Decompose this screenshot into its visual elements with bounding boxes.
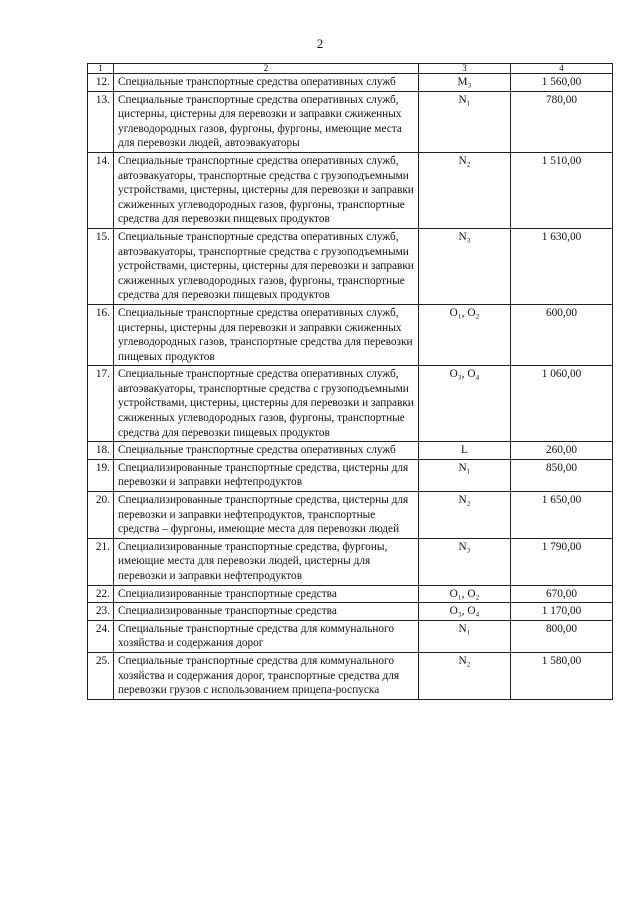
row-category: N₂ xyxy=(419,492,511,539)
header-col-2: 2 xyxy=(114,64,419,74)
row-description: Специальные транспортные средства для коммунального хозяйства и содержания дорог xyxy=(114,620,419,652)
row-category: N₁ xyxy=(419,620,511,652)
table-row xyxy=(88,74,613,92)
row-value: 1 510,00 xyxy=(511,152,613,228)
row-category: O₁, O₂ xyxy=(419,585,511,603)
row-number: 20. xyxy=(88,492,114,539)
table-row xyxy=(88,652,613,699)
row-number: 16. xyxy=(88,304,114,365)
row-number: 25. xyxy=(88,652,114,699)
table-row xyxy=(88,91,613,152)
table-header-row xyxy=(88,64,613,74)
row-description: Специальные транспортные средства оперативных служб, цистерны, цистерны для перевозки и заправки сжиженных углеводородных газов, фургоны, фургоны, имеющие места для перевозки людей, автоэвакуаторы xyxy=(114,91,419,152)
row-category: N₁ xyxy=(419,91,511,152)
table-row xyxy=(88,492,613,539)
row-number: 17. xyxy=(88,366,114,442)
row-category: O₁, O₂ xyxy=(419,304,511,365)
header-col-4: 4 xyxy=(511,64,613,74)
row-number: 13. xyxy=(88,91,114,152)
row-number: 21. xyxy=(88,538,114,585)
row-description: Специальные транспортные средства оперативных служб, цистерны, цистерны для перевозки и заправки сжиженных углеводородных газов, транспортные средства для перевозки пищевых продуктов xyxy=(114,304,419,365)
row-number: 24. xyxy=(88,620,114,652)
row-description: Специализированные транспортные средства xyxy=(114,603,419,621)
table-row xyxy=(88,538,613,585)
header-col-1: 1 xyxy=(88,64,114,74)
row-value: 1 560,00 xyxy=(511,74,613,92)
table-row xyxy=(88,620,613,652)
row-category: L xyxy=(419,442,511,460)
row-value: 780,00 xyxy=(511,91,613,152)
table-row xyxy=(88,366,613,442)
row-category: N₃ xyxy=(419,228,511,304)
row-category: M₃ xyxy=(419,74,511,92)
row-category: O₃, O₄ xyxy=(419,603,511,621)
row-description: Специализированные транспортные средства, цистерны для перевозки и заправки нефтепродуктов xyxy=(114,459,419,491)
row-number: 19. xyxy=(88,459,114,491)
row-number: 14. xyxy=(88,152,114,228)
row-value: 670,00 xyxy=(511,585,613,603)
tariff-table xyxy=(87,63,613,700)
row-description: Специальные транспортные средства оперативных служб xyxy=(114,442,419,460)
row-value: 1 060,00 xyxy=(511,366,613,442)
row-value: 1 790,00 xyxy=(511,538,613,585)
row-number: 22. xyxy=(88,585,114,603)
table-row xyxy=(88,304,613,365)
row-value: 1 650,00 xyxy=(511,492,613,539)
row-value: 1 580,00 xyxy=(511,652,613,699)
row-value: 800,00 xyxy=(511,620,613,652)
row-description: Специальные транспортные средства оперативных служб, автоэвакуаторы, транспортные средства с грузоподъемными устройствами, цистерны, цистерны для перевозки и заправки сжиженных углеводородных газов, фургоны, транспортные средства для перевозки пищевых продуктов xyxy=(114,228,419,304)
row-value: 1 170,00 xyxy=(511,603,613,621)
row-category: N₂ xyxy=(419,652,511,699)
table-row xyxy=(88,603,613,621)
row-description: Специальные транспортные средства оперативных служб xyxy=(114,74,419,92)
page-number: 2 xyxy=(316,36,324,51)
row-value: 600,00 xyxy=(511,304,613,365)
row-number: 23. xyxy=(88,603,114,621)
row-category: N₁ xyxy=(419,459,511,491)
table-row xyxy=(88,442,613,460)
row-value: 850,00 xyxy=(511,459,613,491)
row-description: Специализированные транспортные средства, фургоны, имеющие места для перевозки людей, цистерны для перевозки и заправки нефтепродуктов xyxy=(114,538,419,585)
row-category: N₂ xyxy=(419,152,511,228)
table-row xyxy=(88,152,613,228)
row-description: Специальные транспортные средства оперативных служб, автоэвакуаторы, транспортные средства с грузоподъемными устройствами, цистерны, цистерны для перевозки и заправки сжиженных углеводородных газов, фургоны, транспортные средства для перевозки пищевых продуктов xyxy=(114,152,419,228)
row-category: N₃ xyxy=(419,538,511,585)
row-value: 260,00 xyxy=(511,442,613,460)
row-number: 12. xyxy=(88,74,114,92)
table-row xyxy=(88,459,613,491)
table-row xyxy=(88,585,613,603)
table-row xyxy=(88,228,613,304)
header-col-3: 3 xyxy=(419,64,511,74)
row-description: Специализированные транспортные средства, цистерны для перевозки и заправки нефтепродуктов, транспортные средства – фургоны, имеющие места для перевозки людей xyxy=(114,492,419,539)
row-description: Специализированные транспортные средства xyxy=(114,585,419,603)
row-number: 18. xyxy=(88,442,114,460)
row-number: 15. xyxy=(88,228,114,304)
row-description: Специальные транспортные средства для коммунального хозяйства и содержания дорог, транспортные средства для перевозки грузов с использованием прицепа-роспуска xyxy=(114,652,419,699)
row-category: O₃, O₄ xyxy=(419,366,511,442)
row-value: 1 630,00 xyxy=(511,228,613,304)
row-description: Специальные транспортные средства оперативных служб, автоэвакуаторы, транспортные средства с грузоподъемными устройствами, цистерны, цистерны для перевозки и заправки сжиженных углеводородных газов, фургоны, транспортные средства для перевозки пищевых продуктов xyxy=(114,366,419,442)
